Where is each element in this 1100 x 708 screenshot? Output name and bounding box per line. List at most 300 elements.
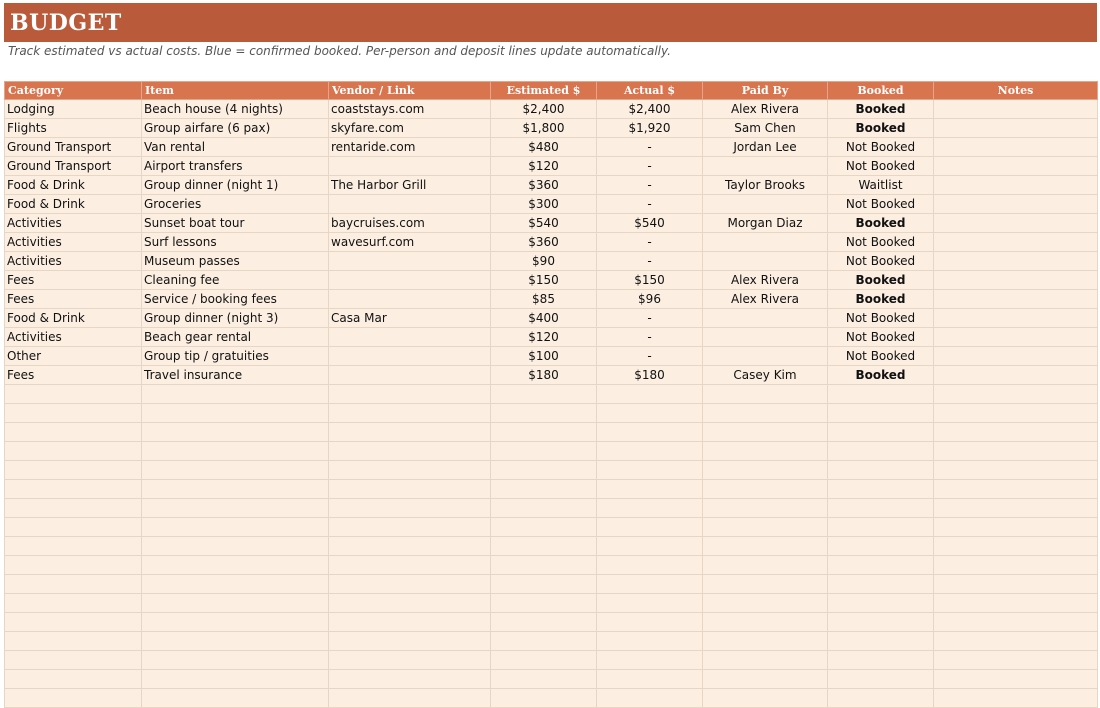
empty-cell[interactable] [934, 404, 1098, 423]
empty-cell[interactable] [329, 385, 491, 404]
cell-estimated[interactable]: $480 [491, 138, 597, 157]
empty-cell[interactable] [597, 670, 703, 689]
empty-cell[interactable] [142, 385, 329, 404]
cell-estimated[interactable]: $1,800 [491, 119, 597, 138]
cell-booked-status[interactable]: Booked [828, 290, 934, 309]
cell-notes[interactable] [934, 138, 1098, 157]
empty-cell[interactable] [142, 556, 329, 575]
col-header-notes[interactable]: Notes [934, 82, 1098, 100]
empty-cell[interactable] [329, 556, 491, 575]
empty-cell[interactable] [828, 689, 934, 708]
cell-vendor[interactable]: baycruises.com [329, 214, 491, 233]
empty-cell[interactable] [934, 613, 1098, 632]
empty-cell[interactable] [142, 442, 329, 461]
cell-item[interactable]: Service / booking fees [142, 290, 329, 309]
table-row [5, 119, 1098, 138]
empty-cell[interactable] [491, 442, 597, 461]
cell-actual[interactable]: - [597, 157, 703, 176]
empty-cell[interactable] [934, 632, 1098, 651]
cell-booked-status[interactable]: Not Booked [828, 138, 934, 157]
empty-cell[interactable] [597, 480, 703, 499]
cell-notes[interactable] [934, 252, 1098, 271]
empty-cell[interactable] [491, 385, 597, 404]
col-header-estimated[interactable]: Estimated $ [491, 82, 597, 100]
empty-cell[interactable] [597, 404, 703, 423]
cell-notes[interactable] [934, 233, 1098, 252]
budget-table-body [5, 100, 1098, 708]
empty-cell[interactable] [491, 556, 597, 575]
cell-paid-by[interactable] [703, 233, 828, 252]
empty-cell[interactable] [934, 689, 1098, 708]
empty-cell[interactable] [5, 461, 142, 480]
empty-cell[interactable] [703, 689, 828, 708]
cell-vendor[interactable] [329, 195, 491, 214]
cell-vendor[interactable]: skyfare.com [329, 119, 491, 138]
empty-cell[interactable] [329, 518, 491, 537]
empty-cell[interactable] [934, 537, 1098, 556]
cell-paid-by[interactable]: Jordan Lee [703, 138, 828, 157]
table-row [5, 328, 1098, 347]
empty-cell[interactable] [5, 404, 142, 423]
cell-actual[interactable]: - [597, 347, 703, 366]
cell-estimated[interactable]: $400 [491, 309, 597, 328]
cell-vendor[interactable]: coaststays.com [329, 100, 491, 119]
cell-paid-by[interactable] [703, 252, 828, 271]
empty-cell[interactable] [5, 442, 142, 461]
cell-paid-by[interactable] [703, 328, 828, 347]
empty-cell[interactable] [703, 461, 828, 480]
empty-cell[interactable] [142, 404, 329, 423]
cell-paid-by[interactable]: Alex Rivera [703, 271, 828, 290]
empty-cell[interactable] [934, 461, 1098, 480]
cell-notes[interactable] [934, 176, 1098, 195]
empty-cell[interactable] [5, 594, 142, 613]
cell-booked-status[interactable]: Not Booked [828, 252, 934, 271]
empty-cell[interactable] [828, 670, 934, 689]
empty-cell[interactable] [703, 480, 828, 499]
col-header-category[interactable]: Category [5, 82, 142, 100]
cell-paid-by[interactable] [703, 309, 828, 328]
col-header-booked[interactable]: Booked [828, 82, 934, 100]
cell-actual[interactable]: $96 [597, 290, 703, 309]
empty-cell[interactable] [828, 575, 934, 594]
col-header-vendor[interactable]: Vendor / Link [329, 82, 491, 100]
cell-item[interactable]: Groceries [142, 195, 329, 214]
empty-cell[interactable] [597, 632, 703, 651]
table-row [5, 347, 1098, 366]
cell-booked-status[interactable]: Not Booked [828, 328, 934, 347]
empty-cell[interactable] [597, 613, 703, 632]
empty-row [5, 632, 1098, 651]
table-row [5, 309, 1098, 328]
cell-item[interactable]: Museum passes [142, 252, 329, 271]
cell-category[interactable]: Fees [5, 366, 142, 385]
cell-vendor[interactable] [329, 157, 491, 176]
cell-paid-by[interactable] [703, 157, 828, 176]
empty-cell[interactable] [934, 385, 1098, 404]
empty-cell[interactable] [142, 689, 329, 708]
empty-cell[interactable] [828, 442, 934, 461]
cell-actual[interactable]: $150 [597, 271, 703, 290]
empty-cell[interactable] [491, 480, 597, 499]
sheet-title-bar [4, 3, 1097, 42]
empty-cell[interactable] [142, 632, 329, 651]
empty-cell[interactable] [329, 689, 491, 708]
cell-notes[interactable] [934, 271, 1098, 290]
cell-notes[interactable] [934, 366, 1098, 385]
empty-row [5, 461, 1098, 480]
empty-cell[interactable] [597, 499, 703, 518]
empty-cell[interactable] [828, 423, 934, 442]
cell-item[interactable]: Airport transfers [142, 157, 329, 176]
empty-cell[interactable] [597, 689, 703, 708]
cell-actual[interactable]: $2,400 [597, 100, 703, 119]
empty-cell[interactable] [828, 461, 934, 480]
empty-cell[interactable] [329, 651, 491, 670]
cell-notes[interactable] [934, 195, 1098, 214]
cell-item[interactable]: Beach house (4 nights) [142, 100, 329, 119]
empty-row [5, 651, 1098, 670]
cell-category[interactable]: Activities [5, 252, 142, 271]
empty-cell[interactable] [597, 651, 703, 670]
empty-cell[interactable] [329, 632, 491, 651]
table-row [5, 252, 1098, 271]
empty-cell[interactable] [491, 461, 597, 480]
cell-category[interactable]: Activities [5, 214, 142, 233]
empty-row [5, 575, 1098, 594]
cell-category[interactable]: Food & Drink [5, 176, 142, 195]
empty-cell[interactable] [5, 499, 142, 518]
table-row [5, 100, 1098, 119]
cell-estimated[interactable]: $360 [491, 233, 597, 252]
empty-cell[interactable] [828, 651, 934, 670]
cell-booked-status[interactable]: Booked [828, 271, 934, 290]
cell-paid-by[interactable]: Alex Rivera [703, 290, 828, 309]
empty-cell[interactable] [142, 670, 329, 689]
empty-cell[interactable] [703, 594, 828, 613]
cell-paid-by[interactable]: Morgan Diaz [703, 214, 828, 233]
empty-cell[interactable] [142, 594, 329, 613]
empty-cell[interactable] [703, 499, 828, 518]
cell-actual[interactable]: $540 [597, 214, 703, 233]
empty-cell[interactable] [828, 404, 934, 423]
empty-row [5, 537, 1098, 556]
empty-row [5, 556, 1098, 575]
empty-cell[interactable] [142, 518, 329, 537]
empty-cell[interactable] [329, 575, 491, 594]
empty-cell[interactable] [491, 423, 597, 442]
empty-row [5, 423, 1098, 442]
empty-cell[interactable] [703, 537, 828, 556]
cell-category[interactable]: Food & Drink [5, 309, 142, 328]
empty-cell[interactable] [828, 556, 934, 575]
cell-estimated[interactable]: $100 [491, 347, 597, 366]
cell-booked-status[interactable]: Not Booked [828, 233, 934, 252]
cell-paid-by[interactable] [703, 195, 828, 214]
empty-cell[interactable] [329, 537, 491, 556]
empty-cell[interactable] [934, 499, 1098, 518]
cell-item[interactable]: Van rental [142, 138, 329, 157]
empty-cell[interactable] [597, 423, 703, 442]
empty-cell[interactable] [5, 575, 142, 594]
empty-cell[interactable] [491, 594, 597, 613]
cell-category[interactable]: Lodging [5, 100, 142, 119]
cell-category[interactable]: Activities [5, 233, 142, 252]
empty-cell[interactable] [5, 518, 142, 537]
table-row [5, 138, 1098, 157]
empty-cell[interactable] [703, 423, 828, 442]
empty-cell[interactable] [491, 613, 597, 632]
cell-vendor[interactable]: wavesurf.com [329, 233, 491, 252]
empty-cell[interactable] [703, 632, 828, 651]
empty-row [5, 499, 1098, 518]
cell-vendor[interactable]: Casa Mar [329, 309, 491, 328]
header-row [5, 82, 1098, 100]
cell-notes[interactable] [934, 347, 1098, 366]
empty-cell[interactable] [597, 385, 703, 404]
col-header-actual[interactable]: Actual $ [597, 82, 703, 100]
cell-vendor[interactable] [329, 252, 491, 271]
empty-cell[interactable] [934, 556, 1098, 575]
cell-actual[interactable]: - [597, 233, 703, 252]
cell-category[interactable]: Food & Drink [5, 195, 142, 214]
empty-cell[interactable] [491, 404, 597, 423]
empty-cell[interactable] [5, 632, 142, 651]
empty-cell[interactable] [491, 575, 597, 594]
empty-cell[interactable] [491, 689, 597, 708]
cell-estimated[interactable]: $120 [491, 157, 597, 176]
cell-item[interactable]: Cleaning fee [142, 271, 329, 290]
cell-category[interactable]: Flights [5, 119, 142, 138]
cell-vendor[interactable]: rentaride.com [329, 138, 491, 157]
cell-notes[interactable] [934, 328, 1098, 347]
table-row [5, 290, 1098, 309]
empty-cell[interactable] [934, 594, 1098, 613]
cell-estimated[interactable]: $150 [491, 271, 597, 290]
cell-booked-status[interactable]: Not Booked [828, 195, 934, 214]
empty-row [5, 442, 1098, 461]
empty-cell[interactable] [5, 556, 142, 575]
empty-cell[interactable] [934, 442, 1098, 461]
empty-cell[interactable] [142, 537, 329, 556]
cell-booked-status[interactable]: Booked [828, 214, 934, 233]
cell-actual[interactable]: $180 [597, 366, 703, 385]
cell-notes[interactable] [934, 309, 1098, 328]
empty-cell[interactable] [142, 575, 329, 594]
cell-paid-by[interactable]: Alex Rivera [703, 100, 828, 119]
cell-item[interactable]: Group airfare (6 pax) [142, 119, 329, 138]
empty-cell[interactable] [5, 537, 142, 556]
empty-cell[interactable] [597, 575, 703, 594]
cell-category[interactable]: Ground Transport [5, 157, 142, 176]
col-header-item[interactable]: Item [142, 82, 329, 100]
empty-row [5, 689, 1098, 708]
table-row [5, 157, 1098, 176]
cell-actual[interactable]: - [597, 328, 703, 347]
cell-item[interactable]: Travel insurance [142, 366, 329, 385]
cell-booked-status[interactable]: Booked [828, 366, 934, 385]
cell-estimated[interactable]: $360 [491, 176, 597, 195]
empty-cell[interactable] [5, 670, 142, 689]
empty-cell[interactable] [5, 689, 142, 708]
cell-item[interactable]: Sunset boat tour [142, 214, 329, 233]
empty-cell[interactable] [597, 594, 703, 613]
cell-item[interactable]: Beach gear rental [142, 328, 329, 347]
empty-cell[interactable] [329, 442, 491, 461]
sheet-title: BUDGET [10, 9, 122, 36]
cell-actual[interactable]: - [597, 252, 703, 271]
empty-cell[interactable] [597, 518, 703, 537]
empty-cell[interactable] [142, 613, 329, 632]
empty-cell[interactable] [329, 613, 491, 632]
cell-notes[interactable] [934, 100, 1098, 119]
empty-cell[interactable] [142, 499, 329, 518]
sheet-subtitle: Track estimated vs actual costs. Blue = confirmed booked. Per-person and deposit lines update automatically. [8, 44, 671, 58]
cell-paid-by[interactable] [703, 347, 828, 366]
empty-cell[interactable] [934, 651, 1098, 670]
cell-booked-status[interactable]: Not Booked [828, 309, 934, 328]
cell-estimated[interactable]: $120 [491, 328, 597, 347]
empty-cell[interactable] [491, 499, 597, 518]
table-row [5, 366, 1098, 385]
cell-actual[interactable]: $1,920 [597, 119, 703, 138]
cell-item[interactable]: Surf lessons [142, 233, 329, 252]
empty-cell[interactable] [828, 613, 934, 632]
empty-cell[interactable] [934, 423, 1098, 442]
cell-vendor[interactable] [329, 366, 491, 385]
cell-vendor[interactable]: The Harbor Grill [329, 176, 491, 195]
empty-cell[interactable] [703, 670, 828, 689]
cell-paid-by[interactable]: Taylor Brooks [703, 176, 828, 195]
empty-cell[interactable] [934, 575, 1098, 594]
empty-cell[interactable] [703, 651, 828, 670]
empty-cell[interactable] [828, 385, 934, 404]
cell-estimated[interactable]: $85 [491, 290, 597, 309]
empty-cell[interactable] [597, 537, 703, 556]
empty-cell[interactable] [828, 518, 934, 537]
empty-cell[interactable] [703, 556, 828, 575]
cell-paid-by[interactable]: Sam Chen [703, 119, 828, 138]
table-row [5, 271, 1098, 290]
empty-cell[interactable] [329, 499, 491, 518]
empty-cell[interactable] [142, 651, 329, 670]
cell-actual[interactable]: - [597, 176, 703, 195]
cell-category[interactable]: Ground Transport [5, 138, 142, 157]
empty-cell[interactable] [703, 518, 828, 537]
empty-cell[interactable] [491, 632, 597, 651]
empty-cell[interactable] [491, 518, 597, 537]
table-row [5, 195, 1098, 214]
cell-notes[interactable] [934, 214, 1098, 233]
cell-estimated[interactable]: $2,400 [491, 100, 597, 119]
cell-actual[interactable]: - [597, 309, 703, 328]
empty-cell[interactable] [934, 670, 1098, 689]
cell-notes[interactable] [934, 119, 1098, 138]
cell-booked-status[interactable]: Not Booked [828, 157, 934, 176]
cell-estimated[interactable]: $90 [491, 252, 597, 271]
empty-cell[interactable] [142, 461, 329, 480]
budget-table [4, 81, 1098, 708]
cell-notes[interactable] [934, 157, 1098, 176]
empty-cell[interactable] [5, 613, 142, 632]
empty-cell[interactable] [703, 613, 828, 632]
cell-vendor[interactable] [329, 271, 491, 290]
cell-booked-status[interactable]: Booked [828, 100, 934, 119]
empty-cell[interactable] [5, 385, 142, 404]
cell-actual[interactable]: - [597, 138, 703, 157]
empty-cell[interactable] [491, 670, 597, 689]
cell-item[interactable]: Group dinner (night 3) [142, 309, 329, 328]
table-row [5, 214, 1098, 233]
cell-actual[interactable]: - [597, 195, 703, 214]
empty-cell[interactable] [5, 651, 142, 670]
empty-cell[interactable] [597, 461, 703, 480]
cell-vendor[interactable] [329, 290, 491, 309]
empty-cell[interactable] [329, 480, 491, 499]
cell-category[interactable]: Activities [5, 328, 142, 347]
cell-paid-by[interactable]: Casey Kim [703, 366, 828, 385]
empty-cell[interactable] [329, 670, 491, 689]
empty-row [5, 670, 1098, 689]
cell-booked-status[interactable]: Booked [828, 119, 934, 138]
empty-cell[interactable] [828, 632, 934, 651]
empty-cell[interactable] [934, 480, 1098, 499]
empty-row [5, 480, 1098, 499]
empty-cell[interactable] [5, 480, 142, 499]
cell-item[interactable]: Group dinner (night 1) [142, 176, 329, 195]
empty-cell[interactable] [703, 575, 828, 594]
empty-cell[interactable] [703, 385, 828, 404]
empty-cell[interactable] [703, 442, 828, 461]
empty-cell[interactable] [491, 537, 597, 556]
empty-cell[interactable] [329, 404, 491, 423]
empty-row [5, 518, 1098, 537]
empty-cell[interactable] [5, 423, 142, 442]
cell-booked-status[interactable]: Waitlist [828, 176, 934, 195]
empty-cell[interactable] [703, 404, 828, 423]
empty-cell[interactable] [491, 651, 597, 670]
empty-row [5, 613, 1098, 632]
empty-row [5, 594, 1098, 613]
cell-category[interactable]: Other [5, 347, 142, 366]
cell-estimated[interactable]: $300 [491, 195, 597, 214]
cell-estimated[interactable]: $180 [491, 366, 597, 385]
cell-category[interactable]: Fees [5, 290, 142, 309]
empty-cell[interactable] [142, 423, 329, 442]
empty-cell[interactable] [142, 480, 329, 499]
empty-row [5, 404, 1098, 423]
cell-notes[interactable] [934, 290, 1098, 309]
empty-cell[interactable] [828, 480, 934, 499]
cell-category[interactable]: Fees [5, 271, 142, 290]
empty-cell[interactable] [828, 594, 934, 613]
table-row [5, 233, 1098, 252]
empty-cell[interactable] [329, 594, 491, 613]
cell-booked-status[interactable]: Not Booked [828, 347, 934, 366]
cell-item[interactable]: Group tip / gratuities [142, 347, 329, 366]
cell-vendor[interactable] [329, 347, 491, 366]
cell-estimated[interactable]: $540 [491, 214, 597, 233]
cell-vendor[interactable] [329, 328, 491, 347]
empty-cell[interactable] [597, 442, 703, 461]
empty-cell[interactable] [828, 537, 934, 556]
empty-cell[interactable] [934, 518, 1098, 537]
empty-cell[interactable] [597, 556, 703, 575]
empty-cell[interactable] [329, 423, 491, 442]
col-header-paid-by[interactable]: Paid By [703, 82, 828, 100]
empty-cell[interactable] [828, 499, 934, 518]
empty-cell[interactable] [329, 461, 491, 480]
